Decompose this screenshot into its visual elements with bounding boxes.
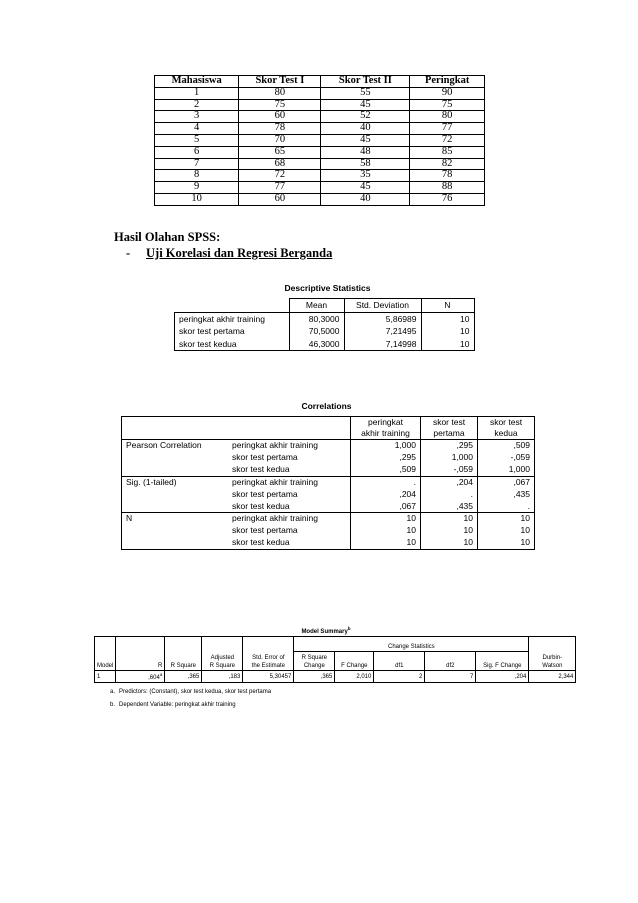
- col-header: N: [421, 299, 474, 313]
- col-header: Std. Deviation: [344, 299, 421, 313]
- col-header: [421, 417, 478, 440]
- table-row: [175, 338, 475, 351]
- section-heading: Hasil Olahan SPSS:: [114, 230, 221, 244]
- col-header: [529, 637, 576, 671]
- correlation-cell: ,204: [351, 489, 421, 501]
- correlation-cell: 1,000: [478, 464, 535, 476]
- group-label: [122, 525, 229, 537]
- table-row: [122, 489, 535, 501]
- model-cell: [529, 671, 576, 683]
- correlation-cell: ,067: [478, 476, 535, 488]
- correlation-cell: .: [351, 476, 421, 488]
- footnote: [110, 689, 271, 695]
- correlation-cell: -,059: [478, 452, 535, 464]
- table-cell: 60: [239, 193, 321, 205]
- correlation-cell: 10: [421, 537, 478, 549]
- table-cell: 40: [321, 123, 410, 135]
- table-cell: 76: [410, 193, 485, 205]
- model-summary-title-text: Model Summary: [301, 629, 348, 635]
- table-cell: 68: [239, 158, 321, 170]
- col-header-line: Change: [303, 663, 325, 669]
- group-label: [122, 489, 229, 501]
- col-header-line: Watson: [542, 663, 563, 669]
- correlation-cell: -,059: [421, 464, 478, 476]
- model-value: 7: [470, 673, 474, 680]
- col-header: [202, 637, 243, 671]
- footnote-text: Predictors: (Constant), skor test kedua, skor test pertama: [119, 689, 272, 695]
- correlation-cell: 10: [478, 513, 535, 525]
- group-label: [122, 452, 229, 464]
- table-cell: 4: [155, 123, 239, 135]
- model-cell: [116, 671, 165, 683]
- subsection-title: Uji Korelasi dan Regresi Berganda: [146, 246, 333, 260]
- table-cell: 45: [321, 99, 410, 111]
- model-value: ,204: [514, 673, 527, 680]
- table-cell: 65: [239, 146, 321, 158]
- table-cell: 58: [321, 158, 410, 170]
- correlation-cell: 10: [478, 537, 535, 549]
- col-header-line: R Square: [301, 655, 328, 661]
- footnote-mark: b.: [110, 702, 116, 708]
- table-row: [155, 158, 485, 170]
- table-cell: 10: [155, 193, 239, 205]
- col-header-line: pertama: [433, 428, 465, 438]
- table-cell: 9: [155, 182, 239, 194]
- table-cell: 82: [410, 158, 485, 170]
- table-header-row: [175, 299, 475, 313]
- correlation-cell: ,204: [421, 476, 478, 488]
- table-row: [155, 87, 485, 99]
- n-cell: 10: [421, 325, 474, 338]
- model-cell: [294, 671, 335, 683]
- model-value: 5,30457: [269, 673, 292, 680]
- group-label: [122, 501, 229, 513]
- model-value: 2,344: [558, 673, 574, 680]
- correlation-cell: ,067: [351, 501, 421, 513]
- col-header-line: Durbin-: [542, 655, 563, 661]
- table-header-row: [155, 76, 485, 88]
- correlations-title: Correlations: [301, 401, 352, 411]
- table-cell: 5: [155, 134, 239, 146]
- table-row: [155, 134, 485, 146]
- table-cell: 72: [239, 170, 321, 182]
- mahasiswa-table: [154, 75, 485, 206]
- variable-label: skor test pertama: [228, 525, 351, 537]
- col-header: Mahasiswa: [155, 76, 239, 88]
- change-statistics-header: Change Statistics: [294, 637, 529, 652]
- table-cell: 35: [321, 170, 410, 182]
- table-row: [155, 193, 485, 205]
- table-cell: 40: [321, 193, 410, 205]
- row-label: skor test pertama: [175, 325, 290, 338]
- correlation-cell: ,295: [421, 440, 478, 452]
- sd-cell: 7,21495: [344, 325, 421, 338]
- model-summary-title: [94, 626, 558, 635]
- model-value: ,183: [228, 673, 241, 680]
- correlation-cell: ,435: [421, 501, 478, 513]
- group-label: Sig. (1-tailed): [122, 476, 229, 488]
- correlation-cell: 1,000: [351, 440, 421, 452]
- table-cell: 77: [410, 123, 485, 135]
- col-header: R: [116, 637, 165, 671]
- table-row: [122, 513, 535, 525]
- table-row: [122, 501, 535, 513]
- correlation-cell: 10: [351, 525, 421, 537]
- table-cell: 6: [155, 146, 239, 158]
- corner-cell: [175, 299, 290, 313]
- n-cell: 10: [421, 312, 474, 325]
- mean-cell: 46,3000: [289, 338, 344, 351]
- mean-cell: 70,5000: [289, 325, 344, 338]
- col-header-line: kedua: [494, 428, 518, 438]
- correlation-cell: .: [478, 501, 535, 513]
- model-cell: [425, 671, 476, 683]
- footnote: [110, 702, 236, 708]
- table-row: [95, 671, 576, 683]
- correlation-cell: 10: [421, 525, 478, 537]
- variable-label: skor test pertama: [228, 489, 351, 501]
- table-cell: 8: [155, 170, 239, 182]
- table-cell: 2: [155, 99, 239, 111]
- footnote-mark: a.: [110, 689, 116, 695]
- table-cell: 90: [410, 87, 485, 99]
- group-label: N: [122, 513, 229, 525]
- model-cell: [95, 671, 116, 683]
- model-value: 1: [97, 673, 101, 680]
- footnote-mark: a: [159, 672, 163, 677]
- col-header: Mean: [289, 299, 344, 313]
- correlation-cell: ,509: [351, 464, 421, 476]
- variable-label: peringkat akhir training: [228, 440, 351, 452]
- table-row: [122, 452, 535, 464]
- col-header: Model: [95, 637, 116, 671]
- table-row: [122, 537, 535, 549]
- table-row: [155, 111, 485, 123]
- model-cell: [165, 671, 202, 683]
- col-header: [478, 417, 535, 440]
- variable-label: skor test kedua: [228, 501, 351, 513]
- col-header: Skor Test I: [239, 76, 321, 88]
- correlation-cell: 10: [351, 537, 421, 549]
- model-cell: [374, 671, 425, 683]
- correlation-cell: 10: [421, 513, 478, 525]
- model-cell: [243, 671, 294, 683]
- table-cell: 45: [321, 134, 410, 146]
- col-header: [351, 417, 421, 440]
- correlation-cell: 10: [351, 513, 421, 525]
- table-cell: 75: [410, 99, 485, 111]
- group-label: Pearson Correlation: [122, 440, 229, 452]
- correlation-cell: 10: [478, 525, 535, 537]
- table-cell: 78: [239, 123, 321, 135]
- col-header: [243, 637, 294, 671]
- correlations-table: [121, 416, 535, 550]
- variable-label: skor test pertama: [228, 452, 351, 464]
- row-label: peringkat akhir training: [175, 312, 290, 325]
- group-label: [122, 464, 229, 476]
- table-cell: 3: [155, 111, 239, 123]
- correlation-cell: ,509: [478, 440, 535, 452]
- table-row: [122, 440, 535, 452]
- model-value: 2,010: [356, 673, 372, 680]
- table-cell: 60: [239, 111, 321, 123]
- table-cell: 1: [155, 87, 239, 99]
- table-row: [155, 182, 485, 194]
- table-header-row: [122, 417, 535, 440]
- table-cell: 7: [155, 158, 239, 170]
- descriptive-title: Descriptive Statistics: [284, 283, 371, 293]
- model-cell: [335, 671, 374, 683]
- table-cell: 80: [410, 111, 485, 123]
- table-row: [122, 525, 535, 537]
- correlation-cell: 1,000: [421, 452, 478, 464]
- variable-label: peringkat akhir training: [228, 476, 351, 488]
- table-row: [175, 325, 475, 338]
- model-value: ,365: [320, 673, 333, 680]
- table-cell: 70: [239, 134, 321, 146]
- table-row: [175, 312, 475, 325]
- table-cell: 78: [410, 170, 485, 182]
- correlation-cell: .: [421, 489, 478, 501]
- table-cell: 55: [321, 87, 410, 99]
- variable-label: peringkat akhir training: [228, 513, 351, 525]
- col-header: F Change: [335, 652, 374, 671]
- col-header-line: akhir training: [361, 428, 410, 438]
- corner-cell: [122, 417, 351, 440]
- table-cell: 48: [321, 146, 410, 158]
- table-cell: 88: [410, 182, 485, 194]
- col-header-line: skor test: [489, 417, 523, 427]
- model-summary-table: [94, 636, 576, 683]
- col-header: Peringkat: [410, 76, 485, 88]
- col-header: Skor Test II: [321, 76, 410, 88]
- table-row: [155, 99, 485, 111]
- col-header: [294, 652, 335, 671]
- table-cell: 52: [321, 111, 410, 123]
- variable-label: skor test kedua: [228, 537, 351, 549]
- table-cell: 80: [239, 87, 321, 99]
- correlation-cell: ,295: [351, 452, 421, 464]
- model-cell: [202, 671, 243, 683]
- table-header-row: [95, 637, 576, 652]
- model-value: ,365: [187, 673, 200, 680]
- correlation-cell: ,435: [478, 489, 535, 501]
- table-row: [155, 170, 485, 182]
- col-header: R Square: [165, 637, 202, 671]
- col-header-line: peringkat: [368, 417, 403, 427]
- table-cell: 77: [239, 182, 321, 194]
- group-label: [122, 537, 229, 549]
- mean-cell: 80,3000: [289, 312, 344, 325]
- table-row: [122, 464, 535, 476]
- model-value: ,604: [148, 675, 160, 681]
- table-cell: 72: [410, 134, 485, 146]
- table-cell: 85: [410, 146, 485, 158]
- model-cell: [476, 671, 529, 683]
- sd-cell: 5,86989: [344, 312, 421, 325]
- table-cell: 75: [239, 99, 321, 111]
- bullet: -: [126, 246, 131, 260]
- col-header-line: Std. Error of: [252, 655, 285, 661]
- row-label: skor test kedua: [175, 338, 290, 351]
- col-header-line: skor test: [432, 417, 466, 427]
- col-header: df1: [374, 652, 425, 671]
- sd-cell: 7,14998: [344, 338, 421, 351]
- col-header: Sig. F Change: [476, 652, 529, 671]
- table-cell: 45: [321, 182, 410, 194]
- col-header-line: the Estimate: [251, 663, 286, 669]
- col-header-line: R Square: [209, 663, 236, 669]
- footnote-mark: b: [347, 626, 351, 631]
- subsection-heading: [126, 246, 332, 261]
- col-header-line: Adjusted: [210, 655, 235, 661]
- n-cell: 10: [421, 338, 474, 351]
- variable-label: skor test kedua: [228, 464, 351, 476]
- table-row: [155, 146, 485, 158]
- col-header: df2: [425, 652, 476, 671]
- footnote-text: Dependent Variable: peringkat akhir training: [119, 702, 236, 708]
- descriptive-stats-table: [174, 298, 475, 351]
- table-row: [122, 476, 535, 488]
- table-row: [155, 123, 485, 135]
- model-value: 2: [419, 673, 423, 680]
